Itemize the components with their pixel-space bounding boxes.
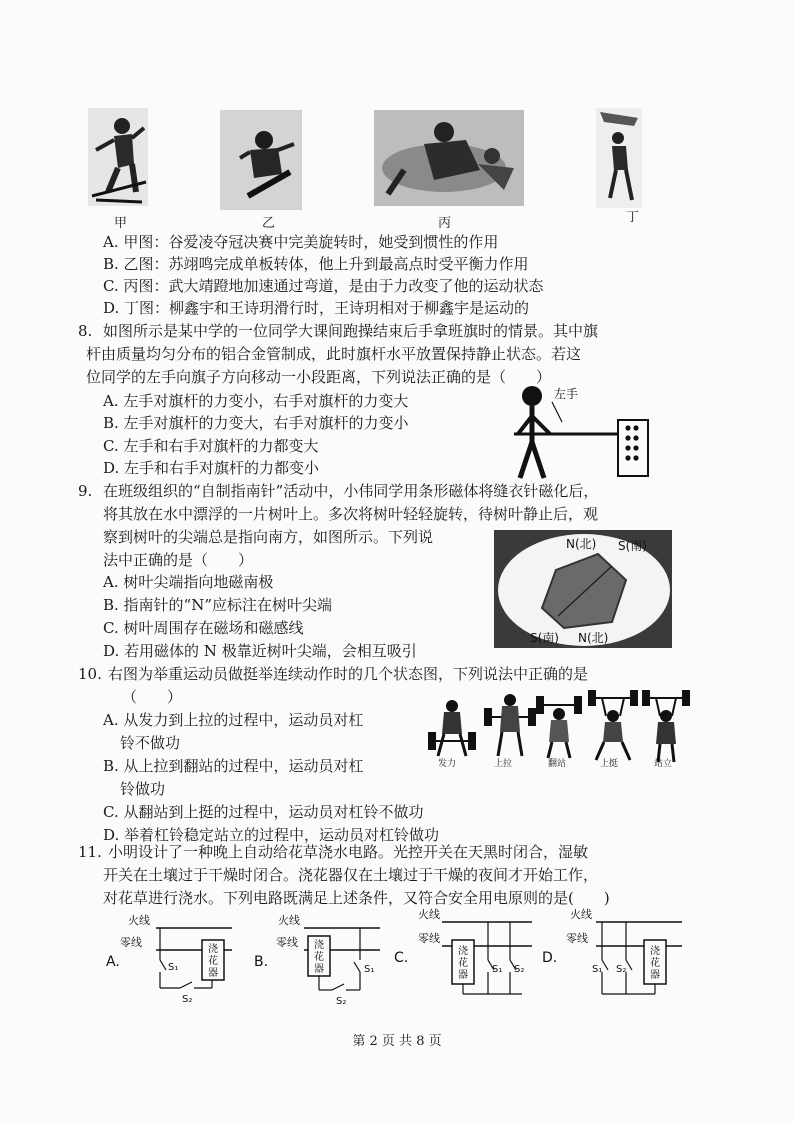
q8-number: 8. xyxy=(78,322,93,340)
q9-stem-line-4: 法中正确的是（ ） xyxy=(103,551,254,569)
q8-option-c: C. 左手和右手对旗杆的力都变大 xyxy=(103,437,319,455)
q9-number: 9. xyxy=(78,482,93,500)
circuit-d-neutral-label: 零线 xyxy=(566,932,588,945)
q8-option-a: A. 左手对旗杆的力变小，右手对旗杆的力变大 xyxy=(103,392,409,410)
circuit-b-device-label: 浇花器 xyxy=(314,940,324,975)
q9-label-south-top: S(南) xyxy=(618,539,647,553)
q10-option-a-line-2: 铃不做功 xyxy=(120,734,181,752)
q10-stem-line-2: （ ） xyxy=(122,688,183,706)
lifter-stage-5 xyxy=(642,690,690,762)
q10-stage-label-4: 上挺 xyxy=(600,759,619,769)
q9-stem-line-1: 在班级组织的“自制指南针”活动中，小伟同学用条形磁体将缝衣针磁化后， xyxy=(103,482,599,500)
circuit-a-neutral-label: 零线 xyxy=(120,936,142,949)
circuit-c-live-label: 火线 xyxy=(418,908,440,921)
q7-option-a: A. 甲图：谷爱凌夺冠决赛中完美旋转时，她受到惯性的作用 xyxy=(103,233,499,251)
q9-leaf-compass-figure xyxy=(494,530,672,648)
circuit-a-device-label: 浇花器 xyxy=(208,944,218,979)
q8-option-d: D. 左手和右手对旗杆的力都变小 xyxy=(103,459,320,477)
photo-caption-yi: 乙 xyxy=(262,216,276,231)
lifter-stage-3 xyxy=(536,696,582,758)
q10-stage-label-3: 翻站 xyxy=(548,759,567,769)
q9-option-c: C. 树叶周围存在磁场和磁感线 xyxy=(103,619,304,637)
circuit-a-live-label: 火线 xyxy=(128,914,150,927)
circuit-c-letter: C. xyxy=(394,950,409,966)
q10-stage-label-5: 站立 xyxy=(654,759,673,769)
q11-stem-line-1: 小明设计了一种晚上自动给花草浇水电路。光控开关在天黑时闭合，湿敏 xyxy=(108,843,589,861)
q10-option-a-line-1: A. 从发力到上拉的过程中，运动员对杠 xyxy=(103,711,364,729)
lifter-stage-4 xyxy=(588,690,638,760)
q10-number: 10. xyxy=(78,665,102,683)
circuit-a-s2-label: S₂ xyxy=(182,994,193,1005)
circuit-a xyxy=(100,910,240,1010)
circuit-b-s1-label: S₁ xyxy=(364,964,375,975)
q7-option-c: C. 丙图：武大靖蹬地加速通过弯道，是由于力改变了他的运动状态 xyxy=(103,277,544,295)
circuit-c-neutral-label: 零线 xyxy=(418,932,440,945)
q9-label-north-top: N(北) xyxy=(566,537,597,551)
photo-jia xyxy=(88,108,148,206)
q9-option-d: D. 若用磁体的 N 极靠近树叶尖端，会相互吸引 xyxy=(103,642,417,660)
page-footer: 第 2 页 共 8 页 xyxy=(352,1034,442,1049)
circuit-d-live-label: 火线 xyxy=(570,908,592,921)
q9-label-north-bottom: N(北) xyxy=(578,631,609,645)
circuit-b-s2-label: S₂ xyxy=(336,996,347,1007)
q9-stem-line-2: 将其放在水中漂浮的一片树叶上。多次将树叶轻轻旋转，待树叶静止后，观 xyxy=(103,505,599,523)
circuit-c-s2-label: S₂ xyxy=(514,964,525,975)
q8-stem-line-1: 如图所示是某中学的一位同学大课间跑操结束后手拿班旗时的情景。其中旗 xyxy=(103,322,599,340)
q7-option-d: D. 丁图：柳鑫宇和王诗玥滑行时，王诗玥相对于柳鑫宇是运动的 xyxy=(103,299,530,317)
circuit-c-s1-label: S₁ xyxy=(492,964,503,975)
q9-option-b: B. 指南针的“N”应标注在树叶尖端 xyxy=(103,596,333,614)
circuit-a-letter: A. xyxy=(106,954,120,970)
q10-option-b-line-2: 铃做功 xyxy=(120,780,166,798)
circuit-b-neutral-label: 零线 xyxy=(276,936,298,949)
q9-label-south-bottom: S(南) xyxy=(530,631,559,645)
q10-option-b-line-1: B. 从上拉到翻站的过程中，运动员对杠 xyxy=(103,757,364,775)
q8-stem-line-2: 杆由质量均匀分布的铝合金管制成，此时旗杆水平放置保持静止状态。若这 xyxy=(86,345,582,363)
circuit-d xyxy=(542,904,692,1010)
photo-yi xyxy=(220,110,302,210)
snowboarder-yi-figure xyxy=(220,110,302,210)
q10-stem-line-1: 右图为举重运动员做挺举连续动作时的几个状态图，下列说法中正确的是 xyxy=(108,665,589,683)
circuit-d-s2-label: S₂ xyxy=(616,964,627,975)
q11-stem-line-2: 开关在土壤过于干燥时闭合。浇花器仅在土壤过于干燥的夜间才开始工作， xyxy=(103,866,599,884)
q9-stem-line-3: 察到树叶的尖端总是指向南方，如图所示。下列说 xyxy=(103,528,434,546)
circuit-d-s1-label: S₁ xyxy=(592,964,603,975)
q8-flag-figure xyxy=(506,382,656,482)
q8-stem-line-3: 位同学的左手向旗子方向移动一小段距离，下列说法正确的是（ ） xyxy=(86,368,552,386)
q11-stem-line-3: 对花草进行浇水。下列电路既满足上述条件，又符合安全用电原则的是( ) xyxy=(103,889,610,907)
circuit-c xyxy=(392,904,542,1010)
photo-bing xyxy=(374,110,524,206)
circuit-a-s1-label: S₁ xyxy=(168,962,179,973)
photo-caption-ding: 丁 xyxy=(626,210,640,225)
q11-number: 11. xyxy=(78,843,102,861)
skier-jia-figure xyxy=(88,108,148,206)
q8-option-b: B. 左手对旗杆的力变大，右手对旗杆的力变小 xyxy=(103,414,409,432)
q7-option-b: B. 乙图：苏翊鸣完成单板转体，他上升到最高点时受平衡力作用 xyxy=(103,255,529,273)
skaters-bing-figure xyxy=(374,110,524,206)
photo-caption-jia: 甲 xyxy=(114,216,128,231)
lifter-stage-1 xyxy=(428,700,476,756)
circuit-c-device-label: 浇花器 xyxy=(458,946,468,981)
q10-option-d: D. 举着杠铃稳定站立的过程中，运动员对杠铃做功 xyxy=(103,826,440,844)
photo-ding xyxy=(596,108,642,208)
circuit-d-letter: D. xyxy=(542,950,558,966)
circuit-b xyxy=(250,910,390,1010)
circuit-b-letter: B. xyxy=(254,954,269,970)
q9-option-a: A. 树叶尖端指向地磁南极 xyxy=(103,573,274,591)
q10-stage-label-1: 发力 xyxy=(438,759,457,769)
lifter-stage-2 xyxy=(484,694,536,756)
q10-stage-label-2: 上拉 xyxy=(494,759,513,769)
circuit-d-device-label: 浇花器 xyxy=(650,946,660,981)
photo-caption-bing: 丙 xyxy=(438,216,452,231)
circuit-b-live-label: 火线 xyxy=(278,914,300,927)
pair-skaters-ding-figure xyxy=(596,108,642,208)
q10-option-c: C. 从翻站到上挺的过程中，运动员对杠铃不做功 xyxy=(103,803,424,821)
q8-left-hand-label: 左手 xyxy=(554,387,579,401)
